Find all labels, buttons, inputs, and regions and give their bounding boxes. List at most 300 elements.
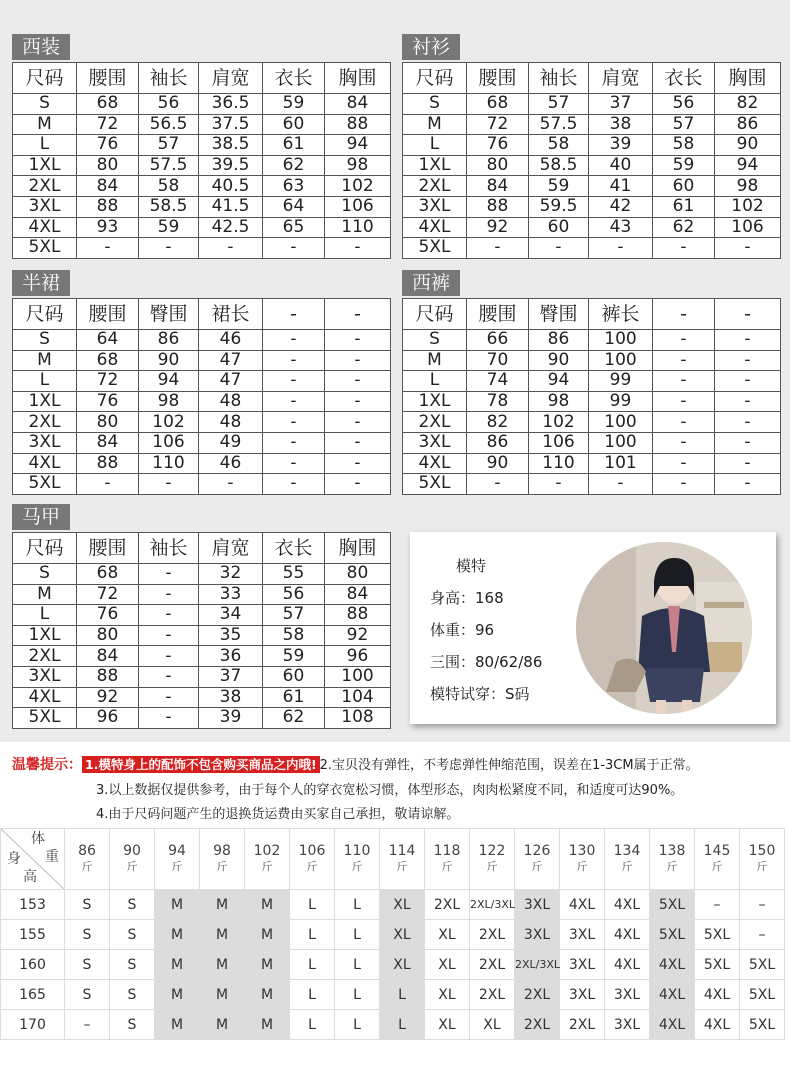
value-cell: 32 [199, 564, 263, 585]
size-cell: 5XL [403, 474, 467, 495]
value-cell: - [589, 238, 653, 259]
size-recommendation-cell: 4XL [650, 980, 695, 1010]
size-cell: L [403, 135, 467, 156]
value-cell: 59 [263, 94, 325, 115]
value-cell: 62 [263, 708, 325, 729]
size-cell: 5XL [13, 474, 77, 495]
value-cell: 34 [199, 605, 263, 626]
value-cell: 80 [325, 564, 391, 585]
value-cell: 90 [715, 135, 781, 156]
value-cell: - [653, 474, 715, 495]
value-cell: 72 [467, 114, 529, 135]
suit-panel [12, 34, 390, 262]
size-cell: M [13, 584, 77, 605]
weight-unit: 斤 [126, 860, 138, 873]
value-cell: 48 [199, 412, 263, 433]
value-cell: 58 [263, 625, 325, 646]
size-recommendation-cell: 5XL [650, 920, 695, 950]
size-cell: 4XL [13, 453, 77, 474]
size-cell: L [13, 371, 77, 392]
size-cell: 1XL [403, 155, 467, 176]
header-cell: 腰围 [77, 299, 139, 330]
corner-cell [1, 829, 65, 890]
value-cell: 37 [199, 666, 263, 687]
value-cell: 88 [77, 453, 139, 474]
shirt-title: 衬衫 [402, 34, 460, 60]
value-cell: 88 [325, 114, 391, 135]
table-header-row [13, 299, 391, 330]
size-recommendation-cell: L [335, 950, 380, 980]
header-cell: 肩宽 [199, 63, 263, 94]
weight-value: 102 [253, 843, 281, 859]
value-cell: - [715, 371, 781, 392]
header-cell: 尺码 [403, 63, 467, 94]
value-cell: 100 [589, 432, 653, 453]
table-row [13, 114, 391, 135]
value-cell: - [653, 412, 715, 433]
suit-title: 西装 [12, 34, 70, 60]
model-info [430, 550, 542, 710]
value-cell: 64 [263, 196, 325, 217]
value-cell: - [325, 350, 391, 371]
value-cell: 46 [199, 453, 263, 474]
size-cell: 2XL [13, 176, 77, 197]
value-cell: 61 [653, 196, 715, 217]
value-cell: 39 [199, 708, 263, 729]
table-row [13, 238, 391, 259]
header-cell: 腰围 [467, 299, 529, 330]
weight-unit: 斤 [396, 860, 408, 873]
note-3: 3.以上数据仅提供参考，由于每个人的穿衣宽松习惯，体型形态，肉肉松紧度不同，和适度可达90%。 [96, 783, 684, 798]
value-cell: 94 [139, 371, 199, 392]
size-recommendation-cell: – [740, 920, 785, 950]
size-cell: 3XL [403, 196, 467, 217]
size-recommendation-cell: 3XL [560, 980, 605, 1010]
value-cell: - [325, 432, 391, 453]
value-cell: 58 [529, 135, 589, 156]
skirt-title: 半裙 [12, 270, 70, 296]
value-cell: - [263, 238, 325, 259]
value-cell: - [529, 474, 589, 495]
value-cell: - [467, 474, 529, 495]
size-cell: 3XL [13, 666, 77, 687]
value-cell: 41.5 [199, 196, 263, 217]
size-cell: S [13, 564, 77, 585]
shirt-table [402, 62, 781, 259]
value-cell: - [325, 238, 391, 259]
size-cell: M [13, 350, 77, 371]
value-cell: 96 [77, 708, 139, 729]
size-recommendation-cell: 2XL [470, 980, 515, 1010]
size-guide-section [0, 828, 790, 1081]
table-header-row [13, 533, 391, 564]
size-cell: 5XL [403, 238, 467, 259]
weight-value: 134 [613, 843, 641, 859]
value-cell: - [715, 238, 781, 259]
value-cell: 72 [77, 371, 139, 392]
value-cell: 104 [325, 687, 391, 708]
height-cell: 170 [1, 1010, 65, 1040]
value-cell: 76 [77, 391, 139, 412]
value-cell: 59 [263, 646, 325, 667]
value-cell: 90 [467, 453, 529, 474]
table-row [13, 391, 391, 412]
value-cell: - [77, 238, 139, 259]
size-recommendation-cell: 4XL [605, 890, 650, 920]
height-cell: 165 [1, 980, 65, 1010]
value-cell: 59 [529, 176, 589, 197]
height-cell: 160 [1, 950, 65, 980]
size-recommendation-cell: XL [380, 920, 425, 950]
corner-weight-1: 体 [31, 831, 45, 847]
value-cell: 43 [589, 217, 653, 238]
value-cell: 57.5 [529, 114, 589, 135]
size-recommendation-cell: S [65, 890, 110, 920]
value-cell: 94 [325, 135, 391, 156]
header-cell: 胸围 [715, 63, 781, 94]
size-recommendation-cell: S [110, 980, 155, 1010]
value-cell: 41 [589, 176, 653, 197]
header-cell: 袖长 [139, 533, 199, 564]
weight-header-cell [65, 829, 110, 890]
size-recommendation-cell: 5XL [740, 980, 785, 1010]
value-cell: 55 [263, 564, 325, 585]
value-cell: 47 [199, 371, 263, 392]
table-row [13, 453, 391, 474]
size-recommendation-cell: S [65, 980, 110, 1010]
weight-header-cell [560, 829, 605, 890]
vest-table [12, 532, 391, 729]
value-cell: - [653, 371, 715, 392]
size-recommendation-cell: L [290, 920, 335, 950]
value-cell: 110 [529, 453, 589, 474]
value-cell: - [139, 708, 199, 729]
value-cell: 80 [467, 155, 529, 176]
value-cell: - [325, 412, 391, 433]
size-recommendation-cell: M [200, 950, 245, 980]
size-recommendation-cell: M [155, 890, 200, 920]
value-cell: - [139, 564, 199, 585]
weight-header-cell [740, 829, 785, 890]
model-weight: 体重：96 [430, 621, 495, 639]
value-cell: 56 [139, 94, 199, 115]
header-cell: 肩宽 [199, 533, 263, 564]
weight-value: 130 [568, 843, 596, 859]
size-recommendation-cell: XL [470, 1010, 515, 1040]
size-recommendation-cell: M [200, 890, 245, 920]
weight-value: 98 [213, 843, 231, 859]
value-cell: - [715, 432, 781, 453]
value-cell: 88 [77, 196, 139, 217]
weight-unit: 斤 [666, 860, 678, 873]
weight-value: 138 [658, 843, 686, 859]
value-cell: - [653, 432, 715, 453]
corner-height-1: 身 [7, 851, 21, 867]
weight-header-cell [425, 829, 470, 890]
size-recommendation-cell: 2XL [470, 950, 515, 980]
size-recommendation-cell: M [155, 1010, 200, 1040]
value-cell: - [139, 238, 199, 259]
value-cell: - [139, 605, 199, 626]
size-recommendation-cell: L [335, 1010, 380, 1040]
value-cell: 106 [325, 196, 391, 217]
value-cell: - [715, 474, 781, 495]
table-row [13, 196, 391, 217]
value-cell: - [139, 584, 199, 605]
value-cell: 101 [589, 453, 653, 474]
size-recommendation-cell: 5XL [650, 890, 695, 920]
size-recommendation-cell: L [380, 980, 425, 1010]
size-recommendation-cell: 4XL [695, 980, 740, 1010]
weight-header-cell [695, 829, 740, 890]
header-cell: 胸围 [325, 63, 391, 94]
size-cell: S [13, 330, 77, 351]
value-cell: 59 [653, 155, 715, 176]
table-row [403, 135, 781, 156]
size-cell: 1XL [13, 625, 77, 646]
value-cell: 86 [715, 114, 781, 135]
weight-value: 145 [703, 843, 731, 859]
size-cell: M [403, 350, 467, 371]
header-cell: 尺码 [13, 299, 77, 330]
value-cell: 99 [589, 371, 653, 392]
value-cell: 59.5 [529, 196, 589, 217]
weight-value: 114 [388, 843, 416, 859]
value-cell: 80 [77, 155, 139, 176]
table-row [13, 625, 391, 646]
weight-unit: 斤 [711, 860, 723, 873]
table-row [403, 391, 781, 412]
weight-unit: 斤 [576, 860, 588, 873]
value-cell: 62 [653, 217, 715, 238]
value-cell: 61 [263, 687, 325, 708]
value-cell: - [325, 391, 391, 412]
value-cell: 108 [325, 708, 391, 729]
header-cell: 袖长 [529, 63, 589, 94]
value-cell: 46 [199, 330, 263, 351]
value-cell: 57 [653, 114, 715, 135]
table-row [13, 217, 391, 238]
size-recommendation-cell: S [110, 950, 155, 980]
value-cell: - [263, 453, 325, 474]
value-cell: 58 [653, 135, 715, 156]
value-cell: - [653, 391, 715, 412]
value-cell: 59 [139, 217, 199, 238]
size-recommendation-cell: S [65, 920, 110, 950]
weight-header-cell [200, 829, 245, 890]
table-header-row [403, 63, 781, 94]
weight-header-cell [155, 829, 200, 890]
size-recommendation-cell: M [200, 920, 245, 950]
model-illustration [576, 542, 752, 714]
warm-tip-label: 温馨提示： [12, 757, 82, 773]
size-cell: S [13, 94, 77, 115]
value-cell: 58.5 [139, 196, 199, 217]
size-recommendation-cell: M [245, 980, 290, 1010]
size-recommendation-cell: L [335, 920, 380, 950]
value-cell: 76 [467, 135, 529, 156]
value-cell: 92 [325, 625, 391, 646]
table-row [13, 564, 391, 585]
value-cell: 90 [139, 350, 199, 371]
value-cell: - [715, 453, 781, 474]
weight-header-cell [290, 829, 335, 890]
weight-value: 106 [298, 843, 326, 859]
value-cell: - [325, 371, 391, 392]
trousers-table [402, 298, 781, 495]
size-recommendation-cell: M [155, 950, 200, 980]
value-cell: 57.5 [139, 155, 199, 176]
header-cell: - [715, 299, 781, 330]
size-cell: 1XL [13, 155, 77, 176]
value-cell: 84 [325, 584, 391, 605]
header-cell: 尺码 [13, 533, 77, 564]
size-recommendation-cell: L [380, 1010, 425, 1040]
value-cell: - [263, 330, 325, 351]
weight-unit: 斤 [81, 860, 93, 873]
size-recommendation-cell: 5XL [740, 950, 785, 980]
size-recommendation-cell: M [245, 950, 290, 980]
weight-header-cell [335, 829, 380, 890]
trousers-title: 西裤 [402, 270, 460, 296]
value-cell: 93 [77, 217, 139, 238]
value-cell: 92 [77, 687, 139, 708]
table-row [13, 584, 391, 605]
value-cell: 58.5 [529, 155, 589, 176]
weight-unit: 斤 [621, 860, 633, 873]
size-cell: S [403, 94, 467, 115]
size-recommendation-cell: L [290, 890, 335, 920]
size-recommendation-cell: L [335, 890, 380, 920]
value-cell: 98 [325, 155, 391, 176]
value-cell: 72 [77, 114, 139, 135]
weight-header-cell [470, 829, 515, 890]
weight-unit: 斤 [351, 860, 363, 873]
table-row [13, 474, 391, 495]
value-cell: 76 [77, 135, 139, 156]
guide-row [1, 920, 785, 950]
size-cell: L [13, 135, 77, 156]
value-cell: - [589, 474, 653, 495]
size-recommendation-cell: 4XL [650, 950, 695, 980]
weight-value: 86 [78, 843, 96, 859]
size-recommendation-cell: S [110, 920, 155, 950]
table-row [13, 412, 391, 433]
model-height: 身高：168 [430, 589, 504, 607]
value-cell: 86 [467, 432, 529, 453]
value-cell: 62 [263, 155, 325, 176]
weight-header-cell [605, 829, 650, 890]
value-cell: 96 [325, 646, 391, 667]
size-recommendation-cell: 4XL [650, 1010, 695, 1040]
value-cell: 90 [529, 350, 589, 371]
value-cell: 94 [715, 155, 781, 176]
weight-unit: 斤 [486, 860, 498, 873]
value-cell: 57 [529, 94, 589, 115]
value-cell: 98 [529, 391, 589, 412]
value-cell: 47 [199, 350, 263, 371]
value-cell: 72 [77, 584, 139, 605]
shirt-panel [402, 34, 780, 262]
value-cell: 36.5 [199, 94, 263, 115]
value-cell: 57 [139, 135, 199, 156]
size-recommendation-cell: S [65, 950, 110, 980]
table-row [403, 217, 781, 238]
height-cell: 153 [1, 890, 65, 920]
skirt-table [12, 298, 391, 495]
weight-unit: 斤 [306, 860, 318, 873]
value-cell: 80 [77, 625, 139, 646]
note-1: 1.模特身上的配饰不包含购买商品之内哦! [82, 756, 320, 773]
size-recommendation-cell: M [245, 1010, 290, 1040]
header-cell: 尺码 [403, 299, 467, 330]
value-cell: 100 [589, 350, 653, 371]
table-row [403, 432, 781, 453]
value-cell: 84 [77, 646, 139, 667]
table-row [403, 474, 781, 495]
value-cell: - [263, 391, 325, 412]
value-cell: 102 [325, 176, 391, 197]
value-cell: 68 [77, 564, 139, 585]
value-cell: 99 [589, 391, 653, 412]
value-cell: - [325, 453, 391, 474]
model-title: 模特 [456, 557, 487, 575]
guide-header-row [1, 829, 785, 890]
value-cell: - [325, 474, 391, 495]
size-recommendation-cell: L [290, 950, 335, 980]
table-row [13, 330, 391, 351]
value-cell: - [653, 330, 715, 351]
value-cell: 92 [467, 217, 529, 238]
size-cell: 2XL [403, 412, 467, 433]
size-recommendation-cell: 3XL [560, 920, 605, 950]
value-cell: - [139, 687, 199, 708]
value-cell: 86 [529, 330, 589, 351]
value-cell: - [199, 238, 263, 259]
value-cell: - [139, 625, 199, 646]
weight-header-cell [110, 829, 155, 890]
height-cell: 155 [1, 920, 65, 950]
value-cell: 84 [77, 432, 139, 453]
value-cell: 98 [715, 176, 781, 197]
value-cell: 70 [467, 350, 529, 371]
value-cell: 56.5 [139, 114, 199, 135]
size-recommendation-cell: 2XL [470, 920, 515, 950]
header-cell: 衣长 [263, 533, 325, 564]
value-cell: 60 [529, 217, 589, 238]
value-cell: - [715, 391, 781, 412]
vest-panel [12, 504, 390, 732]
weight-header-cell [380, 829, 425, 890]
value-cell: 56 [653, 94, 715, 115]
table-row [403, 114, 781, 135]
value-cell: 86 [139, 330, 199, 351]
header-cell: 袖长 [139, 63, 199, 94]
table-row [13, 176, 391, 197]
value-cell: 61 [263, 135, 325, 156]
value-cell: 39.5 [199, 155, 263, 176]
value-cell: 33 [199, 584, 263, 605]
value-cell: - [139, 666, 199, 687]
table-row [13, 605, 391, 626]
weight-unit: 斤 [171, 860, 183, 873]
table-row [403, 94, 781, 115]
model-measurements: 三围：80/62/86 [430, 653, 543, 671]
header-cell: 胸围 [325, 533, 391, 564]
value-cell: 68 [77, 94, 139, 115]
table-row [13, 708, 391, 729]
weight-header-cell [650, 829, 695, 890]
